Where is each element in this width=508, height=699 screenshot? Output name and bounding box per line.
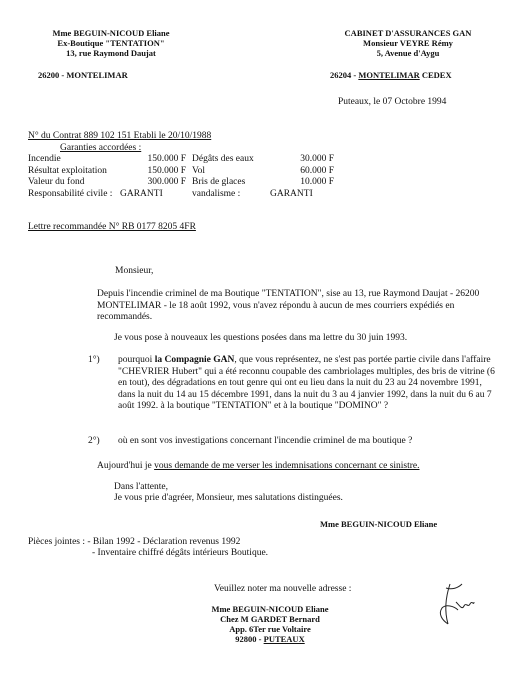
attachments-line-2: - Inventaire chiffré dégâts intérieurs Boutique. (92, 548, 269, 558)
guarantee-value: 300.000 F (147, 177, 186, 187)
recipient-city-name: MONTELIMAR (358, 70, 420, 80)
attachments-line-1: Pièces jointes : - Bilan 1992 - Déclaration revenus 1992 (28, 537, 241, 547)
guarantee-label: Valeur du fond (28, 177, 85, 187)
guarantee-value: 10.000 F (300, 177, 334, 187)
guarantee-value: GARANTI (120, 188, 163, 199)
guarantees-table (28, 154, 340, 200)
paragraph-fire: Depuis l'incendie criminel de ma Boutique "TENTATION", sise au 13, rue Raymond Daujat - 26200 MONTELIMAR - le 18 août 1992, vous n'avez répondu à aucun de mes courriers expédiés en recommandés. (97, 289, 480, 322)
guarantee-value: 150.000 F (147, 154, 186, 164)
paragraph-questions: Je vous pose à nouveaux les questions posées dans ma lettre du 30 juin 1993. (114, 333, 408, 343)
handwritten-signature (436, 580, 476, 632)
contract-number: N° du Contrat 889 102 151 Etabli le 20/10/1988 (28, 131, 212, 141)
guarantees-title: Garanties accordées : (60, 143, 142, 153)
recipient-city (330, 70, 452, 80)
guarantee-value: 150.000 F (147, 165, 186, 176)
new-address-line2: Chez M GARDET Bernard (220, 614, 320, 624)
guarantee-label: Bris de glaces (192, 177, 246, 187)
greeting: Monsieur, (115, 266, 154, 276)
new-address (200, 604, 340, 644)
request-pre: Aujourd'hui je (97, 461, 155, 471)
new-address-note: Veuillez noter ma nouvelle adresse : (214, 584, 352, 594)
recipient-line2: Monsieur VEYRE Rémy (363, 38, 453, 48)
sender-city: 26200 - MONTELIMAR (38, 70, 128, 80)
new-address-city (200, 634, 340, 644)
recipient-line3: 5, Avenue d'Aygu (376, 48, 440, 58)
closing-line-1: Dans l'attente, (114, 482, 168, 492)
guarantee-value: GARANTI (270, 188, 313, 199)
guarantee-value: 60.000 F (300, 165, 334, 176)
question-2 (88, 436, 498, 448)
guarantee-label: Dégâts des eaux (192, 154, 254, 164)
registered-letter-number: Lettre recommandée N° RB 0177 8205 4FR (28, 222, 196, 232)
signature-name: Mme BEGUIN-NICOUD Eliane (320, 519, 438, 529)
new-address-line3: App. 6Ter rue Voltaire (229, 624, 311, 634)
question-1 (88, 355, 498, 413)
guarantee-label: Incendie (28, 154, 61, 164)
recipient-city-code: 26204 - (330, 70, 359, 80)
sender-address (36, 28, 186, 58)
recipient-name: CABINET D'ASSURANCES GAN (344, 28, 472, 38)
new-address-city-name: PUTEAUX (263, 634, 305, 644)
request-underlined: vous demande de me verser les indemnisations concernant ce sinistre. (154, 461, 420, 471)
question-1-text (118, 355, 498, 413)
question-2-text: où en sont vos investigations concernant l'incendie criminel de ma boutique ? (118, 436, 413, 446)
question-1-number: 1°) (88, 355, 100, 365)
question-1-rest: , que vous représentez, ne s'est pas portée partie civile dans l'affaire "CHEVRIER Hubert" qui a été reconnu coupable des cambriolages multiples, des bris de vitrine (6 en tout), des dégradations en tout genre qui ont eu lieu dans la nuit du 23 au 24 novembre 1991, dans la nuit du 14 au 15 décembre 1991, dans la nuit du 3 au 4 janvier 1992, dans la nuit du 6 au 7 août 1992. à la boutique "TENTATION" et à la boutique "DOMINO" ? (118, 355, 495, 411)
question-1-company: la Compagnie GAN (154, 355, 235, 365)
paragraph-request (97, 461, 497, 473)
sender-line2: Ex-Boutique "TENTATION" (57, 38, 165, 48)
sender-line3: 13, rue Raymond Daujat (66, 48, 156, 58)
question-2-number: 2°) (88, 436, 100, 446)
new-address-name: Mme BEGUIN-NICOUD Eliane (211, 604, 329, 614)
guarantee-label: vandalisme : (192, 188, 241, 199)
question-1-pre: pourquoi (118, 355, 155, 365)
guarantee-label: Vol (192, 165, 206, 176)
guarantee-value: 30.000 F (300, 154, 334, 164)
letter-date: Puteaux, le 07 Octobre 1994 (338, 97, 447, 107)
recipient-city-suffix: CEDEX (419, 70, 452, 80)
recipient-address (318, 28, 498, 58)
guarantee-label: Résultat exploitation (28, 165, 107, 176)
new-address-city-code: 92800 - (235, 634, 264, 644)
guarantee-label: Responsabilité civile : (28, 188, 113, 199)
closing-line-2: Je vous prie d'agréer, Monsieur, mes salutations distinguées. (114, 493, 343, 503)
sender-name: Mme BEGUIN-NICOUD Eliane (52, 28, 170, 38)
